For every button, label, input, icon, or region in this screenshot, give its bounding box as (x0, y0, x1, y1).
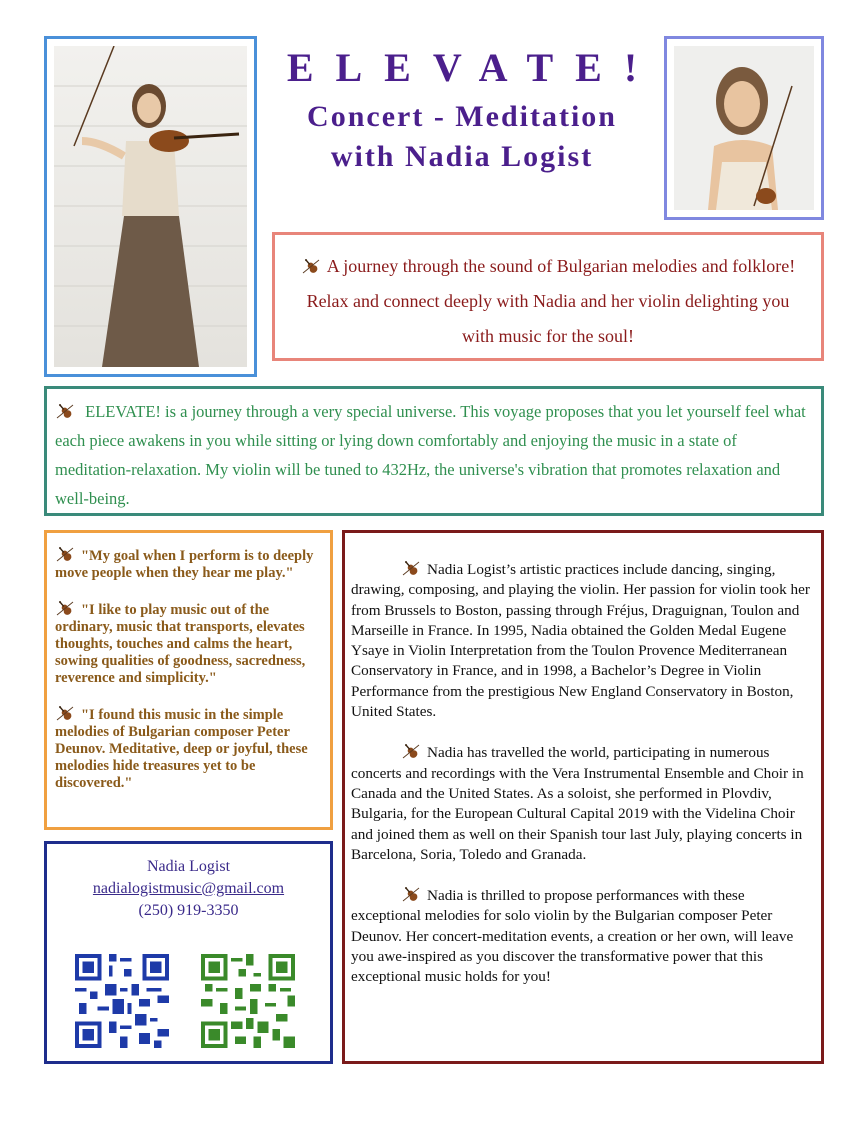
elevate-description-box (44, 386, 824, 516)
quote-text: "My goal when I perform is to deeply move people when they hear me play." (55, 548, 314, 581)
page-subtitle-line2: with Nadia Logist (330, 140, 594, 173)
quote-text: "I found this music in the simple melodies of Bulgarian composer Peter Deunov. Meditative, deep or joyful, these melodies hide treasures yet to be discovered." (55, 707, 308, 791)
qr-code-icon[interactable] (75, 954, 169, 1048)
page-title-block (262, 40, 662, 176)
contact-phone: (250) 919-3350 (138, 902, 239, 919)
bio-text: Nadia is thrilled to propose performances with these exceptional melodies for solo violin by the Bulgarian composer Peter Deunov. Her concert-meditation events, a creation or her own, will leave you awe-inspired as you discover the transformative power that this exceptional music holds for you! (351, 887, 794, 986)
bio-paragraph (351, 742, 813, 865)
quote-text: "I like to play music out of the ordinary, music that transports, elevates thoughts, touches and calms the heart, sowing qualities of goodness, sacredness, reverence and simplicity." (55, 602, 306, 686)
bio-text: Nadia has travelled the world, participating in numerous concerts and recordings with the Vera Instrumental Ensemble and Choir in Canada and the United States. As a soloist, she performed in Plovdiv, Bulgaria, for the European Cultural Capital 2019 with the Videlina Choir and joined them as well on their Spanish tour last July, playing concerts in Barcelona, Soria, Toledo and Granada. (351, 744, 804, 863)
contact-box (44, 841, 333, 1064)
qr-code-row (75, 954, 307, 1048)
violin-icon (401, 742, 421, 760)
intro-box (272, 232, 824, 361)
violinist-photo-left (44, 36, 257, 377)
bio-paragraph (351, 559, 813, 722)
quote-item (55, 704, 320, 792)
violin-icon (301, 257, 321, 275)
quotes-box (44, 530, 333, 830)
violin-icon (401, 559, 421, 577)
violin-icon (55, 704, 75, 722)
violin-icon (55, 599, 75, 617)
bio-text: Nadia Logist’s artistic practices include dancing, singing, drawing, composing, and playing the violin. Her passion for violin took her from Brussels to Boston, passing through Fréjus, Draguignan, Toulon and Marseille in France. In 1995, Nadia obtained the Golden Medal Eugene Ysaye in Violin Interpretation from the Toulon Provence Mediterranean Conservatory in France, and in 1998, a Bachelor’s Degree in Violin Performance from the prestigious New England Conservatory in Boston, United States. (351, 561, 810, 721)
violinist-photo-right-image (674, 46, 814, 210)
page-title: ELEVATE! (286, 45, 660, 90)
elevate-text: ELEVATE! is a journey through a very special universe. This voyage proposes that you let yourself feel what each piece awakens in you while sitting or lying down comfortably and enjoying the music in a state of meditation-relaxation. My violin will be tuned to 432Hz, the universe's vibration that promotes relaxation and well-being. (55, 402, 806, 508)
qr-code-icon[interactable] (201, 954, 295, 1048)
bio-box (342, 530, 824, 1064)
contact-email-link[interactable]: nadialogistmusic@gmail.com (92, 880, 285, 897)
violin-icon (401, 885, 421, 903)
quote-item (55, 545, 320, 582)
page-subtitle-line1: Concert - Meditation (307, 100, 617, 133)
violin-icon (55, 402, 75, 420)
intro-text: A journey through the sound of Bulgarian melodies and folklore! Relax and connect deeply with Nadia and her violin delighting you with music for the soul! (306, 256, 796, 346)
quote-item (55, 599, 320, 687)
contact-name: Nadia Logist (146, 858, 231, 875)
violinist-photo-right (664, 36, 824, 220)
violin-icon (55, 545, 75, 563)
violinist-photo-left-image (54, 46, 247, 367)
bio-paragraph (351, 885, 813, 987)
